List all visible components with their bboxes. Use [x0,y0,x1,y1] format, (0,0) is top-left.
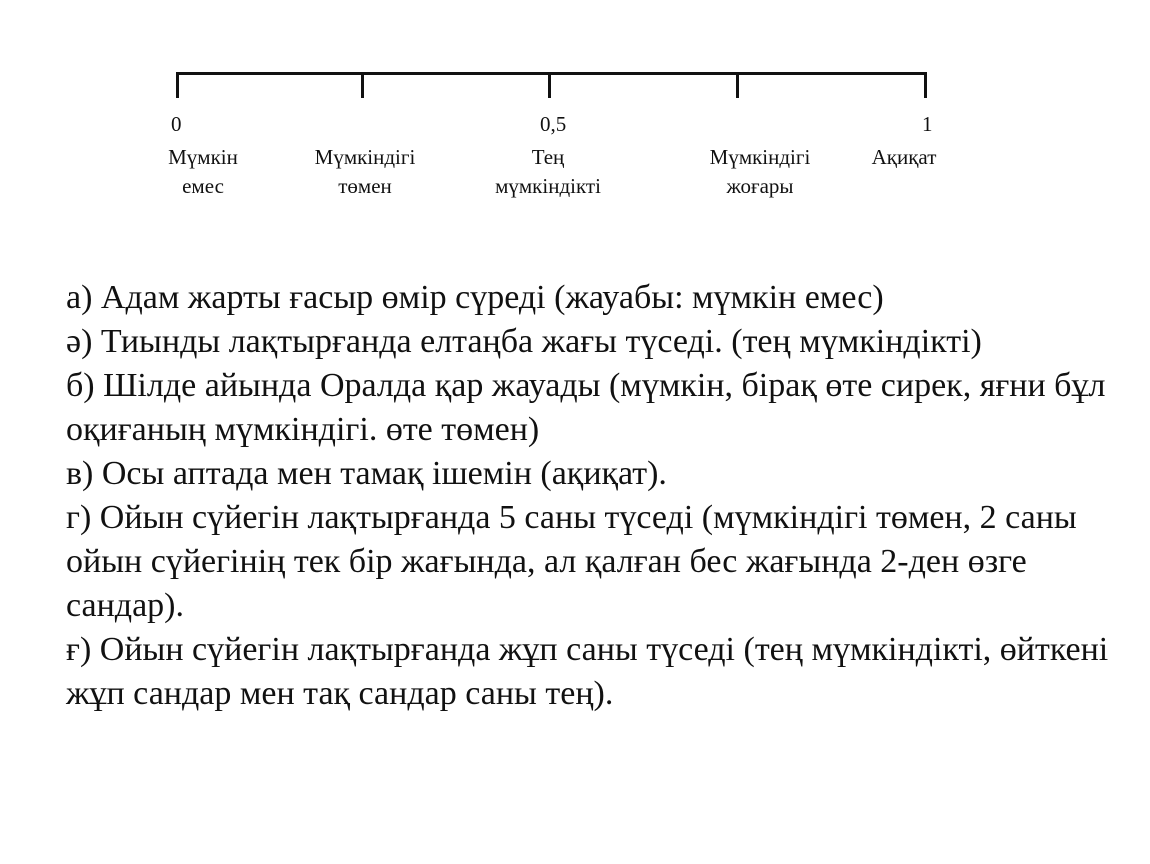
tick-2 [548,72,551,98]
tick-value-2: 0,5 [540,112,567,136]
list-item: г) Ойын сүйегін лақтырғанда 5 саны түседі (мүмкіндігі төмен, 2 саны ойын сүйегінің тек бір жағында, ал қалған бес жағында 2-ден өзге сандар). [66,499,1077,624]
tick-label-low [300,143,430,201]
tick-label-1-line2: төмен [338,174,392,198]
list-item: а) Адам жарты ғасыр өмір сүреді (жауабы: мүмкін емес) [66,279,884,316]
list-item: в) Осы аптада мен тамақ ішемін (ақиқат). [66,455,667,492]
tick-label-even [478,143,618,201]
tick-label-0-line2: емес [182,174,224,198]
tick-label-high [692,143,828,201]
tick-0 [176,72,179,98]
tick-4 [924,72,927,98]
tick-label-impossible [158,143,248,201]
tick-label-2-line2: мүмкіндікті [495,174,601,198]
probability-scale [0,0,1150,230]
tick-1 [361,72,364,98]
tick-value-0: 0 [171,112,182,136]
list-item: б) Шілде айында Оралда қар жауады (мүмкін, бірақ өте сирек, яғни бұл оқиғаның мүмкіндігі. өте төмен) [66,367,1106,448]
tick-label-certain [858,143,950,172]
tick-label-1-line1: Мүмкіндігі [314,145,416,169]
tick-label-3-line1: Мүмкіндігі [709,145,811,169]
list-item: ғ) Ойын сүйегін лақтырғанда жұп саны түседі (тең мүмкіндікті, өйткені жұп сандар мен тақ сандар саны тең). [66,631,1109,712]
tick-3 [736,72,739,98]
tick-label-2-line1: Тең [531,145,565,169]
list-item: ә) Тиынды лақтырғанда елтаңба жағы түседі. (тең мүмкіндікті) [66,323,982,360]
scale-line [176,72,927,75]
tick-label-0-line1: Мүмкін [168,145,238,169]
tick-value-4: 1 [922,112,933,136]
tick-label-4-line1: Ақиқат [871,145,937,169]
examples-list [66,276,1136,716]
tick-label-3-line2: жоғары [726,174,794,198]
